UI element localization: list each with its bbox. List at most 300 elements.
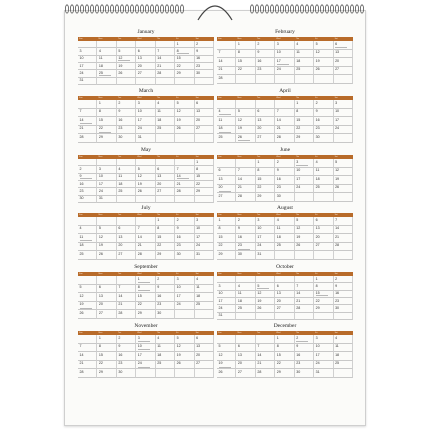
day-cell — [175, 217, 194, 226]
day-number: 31 — [98, 196, 103, 201]
day-cell — [117, 117, 136, 126]
day-cell — [217, 243, 236, 252]
day-number: 8 — [296, 109, 299, 114]
day-number: 12 — [296, 226, 301, 231]
day-cell — [195, 361, 214, 370]
day-cell — [117, 48, 136, 55]
day-number: 7 — [218, 50, 221, 55]
day-number: 29 — [196, 188, 201, 193]
day-number: 1 — [157, 217, 160, 222]
day-number: 2 — [79, 166, 82, 171]
day-number: 26 — [118, 70, 123, 75]
wire-loop — [85, 5, 88, 13]
day-number: 2 — [176, 217, 179, 222]
day-cell — [314, 109, 333, 118]
day-number: 1 — [98, 335, 101, 340]
day-cell — [156, 369, 175, 378]
day-cell — [136, 109, 155, 118]
day-cell — [275, 109, 294, 118]
day-number: 2 — [118, 100, 121, 105]
day-number: 5 — [98, 226, 101, 231]
day-number: 10 — [79, 56, 84, 61]
day-cell — [117, 217, 136, 226]
day-cell — [314, 100, 333, 109]
day-cell — [175, 335, 194, 344]
day-cell — [78, 276, 97, 285]
day-cell — [78, 48, 97, 55]
wire-loop — [115, 5, 118, 13]
day-cell — [78, 41, 97, 48]
day-number: 22 — [137, 302, 142, 307]
weekday-label: Wed — [276, 156, 281, 158]
day-number: 7 — [157, 48, 160, 53]
day-number: 21 — [137, 243, 142, 248]
day-cell — [236, 276, 255, 283]
day-cell — [256, 335, 275, 344]
day-cell — [117, 335, 136, 344]
day-cell — [275, 67, 294, 76]
day-number: 26 — [98, 251, 103, 256]
day-cell — [236, 41, 255, 50]
weekday-label: Tue — [256, 214, 261, 216]
day-cell — [236, 159, 255, 168]
day-number: 11 — [157, 109, 161, 114]
day-number: 27 — [118, 251, 123, 256]
weekday-label: Wed — [276, 214, 281, 216]
day-cell — [275, 193, 294, 202]
day-number: 25 — [98, 70, 103, 75]
weekday-label: Sun — [218, 156, 222, 158]
holiday-note — [99, 75, 111, 76]
day-number: 20 — [196, 352, 201, 357]
day-number: 29 — [257, 193, 262, 198]
day-cell — [256, 67, 275, 76]
day-cell — [195, 56, 214, 63]
day-cell — [217, 109, 236, 118]
day-cell — [295, 217, 314, 226]
weekday-label: Sun — [79, 97, 83, 99]
day-number: 20 — [237, 361, 242, 366]
day-cell — [78, 174, 97, 181]
day-cell — [195, 352, 214, 361]
day-number: 22 — [176, 63, 181, 68]
day-cell — [295, 193, 314, 202]
day-number: 22 — [257, 185, 262, 190]
day-number: 14 — [276, 117, 281, 122]
day-number: 26 — [176, 126, 181, 131]
day-number: 31 — [79, 78, 84, 83]
month-title: January — [137, 29, 155, 35]
holiday-note — [118, 60, 130, 61]
day-cell — [217, 305, 236, 312]
day-cell — [275, 243, 294, 252]
day-number: 20 — [118, 243, 123, 248]
day-number: 31 — [315, 369, 320, 374]
day-cell — [275, 217, 294, 226]
day-cell — [256, 217, 275, 226]
weekday-label: Sat — [334, 97, 338, 99]
day-number: 3 — [79, 48, 82, 53]
day-cell — [275, 226, 294, 235]
day-cell — [256, 168, 275, 177]
day-grid — [78, 217, 214, 260]
day-cell — [275, 126, 294, 135]
day-cell — [136, 234, 155, 243]
day-cell — [236, 291, 255, 298]
wire-loop — [335, 5, 338, 13]
day-cell — [97, 335, 116, 344]
day-number: 25 — [218, 134, 223, 139]
day-number: 29 — [218, 251, 223, 256]
day-cell — [97, 117, 116, 126]
day-number: 5 — [79, 285, 82, 290]
day-cell — [117, 310, 136, 319]
day-cell — [334, 58, 353, 67]
weekday-label: Fri — [176, 38, 179, 40]
day-cell — [195, 126, 214, 135]
day-number: 20 — [137, 63, 142, 68]
day-number: 22 — [237, 67, 242, 72]
day-number: 18 — [79, 243, 84, 248]
day-number: 6 — [237, 344, 240, 349]
day-cell — [275, 41, 294, 50]
day-cell — [156, 181, 175, 188]
day-cell — [236, 298, 255, 305]
day-cell — [256, 126, 275, 135]
day-number: 14 — [176, 174, 181, 179]
day-cell — [97, 310, 116, 319]
day-number: 7 — [335, 217, 338, 222]
day-number: 4 — [237, 283, 240, 288]
day-cell — [117, 78, 136, 85]
day-number: 19 — [79, 302, 84, 307]
wire-loop — [260, 5, 263, 13]
day-number: 11 — [118, 174, 123, 179]
day-cell — [295, 41, 314, 50]
day-cell — [78, 361, 97, 370]
day-cell — [217, 352, 236, 361]
weekday-label: Thu — [156, 332, 161, 334]
day-cell — [275, 313, 294, 320]
day-number: 18 — [335, 352, 340, 357]
day-number: 11 — [335, 344, 339, 349]
day-number: 13 — [196, 344, 201, 349]
day-cell — [175, 70, 194, 77]
day-number: 17 — [137, 117, 142, 122]
day-cell — [236, 283, 255, 290]
day-number: 13 — [257, 117, 262, 122]
day-number: 28 — [157, 70, 162, 75]
day-cell — [314, 75, 333, 84]
day-cell — [275, 352, 294, 361]
day-number: 19 — [315, 58, 320, 63]
day-cell — [256, 251, 275, 260]
day-cell — [217, 168, 236, 177]
day-number: 14 — [237, 176, 242, 181]
day-number: 28 — [79, 369, 84, 374]
day-cell — [275, 50, 294, 59]
day-cell — [295, 361, 314, 370]
day-number: 17 — [315, 352, 320, 357]
day-number: 23 — [118, 126, 123, 131]
day-cell — [156, 48, 175, 55]
day-number: 20 — [218, 185, 223, 190]
day-cell — [314, 369, 333, 378]
day-cell — [195, 63, 214, 70]
day-number: 6 — [118, 226, 121, 231]
day-cell — [156, 56, 175, 63]
day-cell — [295, 67, 314, 76]
day-cell — [175, 56, 194, 63]
weekday-label: Wed — [276, 38, 281, 40]
day-number: 9 — [315, 109, 318, 114]
day-cell — [217, 298, 236, 305]
day-cell — [295, 335, 314, 344]
day-cell — [334, 168, 353, 177]
day-number: 30 — [237, 251, 242, 256]
day-cell — [78, 196, 97, 203]
day-cell — [217, 313, 236, 320]
day-number: 9 — [276, 168, 279, 173]
day-number: 13 — [98, 293, 103, 298]
day-cell — [117, 70, 136, 77]
day-cell — [156, 63, 175, 70]
day-number: 26 — [296, 243, 301, 248]
wire-loop — [80, 5, 83, 13]
day-cell — [117, 226, 136, 235]
weekday-label: Thu — [295, 332, 300, 334]
day-grid — [217, 159, 353, 202]
day-number: 14 — [218, 58, 223, 63]
day-cell — [97, 63, 116, 70]
weekday-label: Wed — [137, 273, 142, 275]
day-number: 9 — [79, 174, 82, 179]
wire-loop — [275, 5, 278, 13]
day-cell — [156, 302, 175, 311]
day-number: 23 — [315, 126, 320, 131]
day-cell — [256, 185, 275, 194]
wire-loop — [150, 5, 153, 13]
day-number: 20 — [196, 117, 201, 122]
day-number: 3 — [257, 217, 260, 222]
day-cell — [275, 185, 294, 194]
day-cell — [136, 196, 155, 203]
day-cell — [295, 352, 314, 361]
hanger-hook — [196, 0, 234, 22]
day-cell — [195, 302, 214, 311]
day-cell — [78, 310, 97, 319]
day-number: 7 — [237, 168, 240, 173]
day-number: 7 — [79, 344, 82, 349]
day-cell — [217, 134, 236, 143]
day-cell — [78, 352, 97, 361]
weekday-label: Mon — [237, 214, 242, 216]
day-number: 6 — [315, 217, 318, 222]
day-cell — [256, 234, 275, 243]
day-cell — [78, 126, 97, 135]
day-cell — [236, 126, 255, 135]
day-number: 26 — [335, 185, 340, 190]
day-number: 21 — [218, 67, 223, 72]
day-cell — [334, 276, 353, 283]
day-cell — [97, 361, 116, 370]
day-cell — [156, 188, 175, 195]
weekday-label: Sat — [334, 214, 338, 216]
weekday-label: Mon — [98, 38, 103, 40]
day-number: 9 — [335, 283, 338, 288]
day-number: 16 — [196, 56, 201, 61]
weekday-label: Fri — [176, 97, 179, 99]
day-number: 21 — [296, 298, 301, 303]
day-cell — [195, 181, 214, 188]
day-number: 19 — [237, 126, 242, 131]
day-cell — [195, 78, 214, 85]
day-cell — [275, 251, 294, 260]
day-cell — [175, 285, 194, 294]
day-cell — [117, 134, 136, 143]
day-cell — [295, 283, 314, 290]
day-cell — [334, 251, 353, 260]
day-number: 5 — [218, 344, 221, 349]
day-cell — [117, 100, 136, 109]
day-cell — [136, 181, 155, 188]
month-title: August — [277, 205, 293, 211]
day-cell — [97, 48, 116, 55]
day-number: 15 — [276, 352, 281, 357]
day-number: 2 — [118, 335, 121, 340]
day-number: 4 — [218, 109, 221, 114]
day-number: 24 — [79, 70, 84, 75]
day-number: 8 — [176, 48, 179, 53]
weekday-label: Sun — [79, 214, 83, 216]
day-cell — [156, 100, 175, 109]
day-cell — [136, 63, 155, 70]
day-cell — [136, 117, 155, 126]
day-cell — [136, 285, 155, 294]
day-cell — [334, 313, 353, 320]
day-number: 30 — [118, 369, 123, 374]
wire-loop — [280, 5, 283, 13]
day-cell — [334, 217, 353, 226]
day-number: 25 — [296, 67, 301, 72]
day-number: 8 — [196, 166, 199, 171]
day-number: 10 — [137, 344, 142, 349]
day-cell — [78, 369, 97, 378]
day-number: 22 — [98, 126, 103, 131]
day-number: 26 — [237, 134, 242, 139]
weekday-label: Wed — [137, 38, 142, 40]
day-number: 12 — [335, 168, 340, 173]
day-number: 22 — [315, 298, 320, 303]
day-number: 21 — [79, 126, 84, 131]
day-cell — [156, 196, 175, 203]
holiday-note — [238, 140, 250, 141]
day-cell — [217, 185, 236, 194]
day-number: 27 — [315, 243, 320, 248]
weekday-label: Thu — [156, 156, 161, 158]
day-cell — [314, 361, 333, 370]
day-number: 14 — [335, 226, 340, 231]
day-number: 24 — [276, 67, 281, 72]
weekday-label: Thu — [156, 273, 161, 275]
day-cell — [334, 291, 353, 298]
day-cell — [217, 369, 236, 378]
day-number: 14 — [157, 56, 162, 61]
day-cell — [97, 126, 116, 135]
day-number: 28 — [176, 188, 181, 193]
day-number: 3 — [137, 100, 140, 105]
day-number: 25 — [157, 361, 162, 366]
day-cell — [236, 176, 255, 185]
day-cell — [136, 302, 155, 311]
day-cell — [136, 70, 155, 77]
weekday-label: Sat — [334, 156, 338, 158]
day-cell — [97, 344, 116, 353]
day-number: 23 — [257, 67, 262, 72]
day-cell — [217, 176, 236, 185]
day-cell — [117, 126, 136, 135]
day-number: 26 — [257, 305, 262, 310]
day-cell — [314, 276, 333, 283]
holiday-note — [238, 249, 250, 250]
day-cell — [78, 188, 97, 195]
day-number: 28 — [218, 75, 223, 80]
day-number: 27 — [257, 134, 262, 139]
day-grid — [78, 41, 214, 85]
day-cell — [97, 369, 116, 378]
weekday-label: Sun — [218, 38, 222, 40]
wire-loop — [110, 5, 113, 13]
day-cell — [275, 305, 294, 312]
day-number: 30 — [176, 251, 181, 256]
day-number: 19 — [176, 352, 181, 357]
day-number: 20 — [335, 58, 340, 63]
day-number: 2 — [315, 100, 318, 105]
day-number: 2 — [335, 276, 338, 281]
day-number: 15 — [257, 176, 262, 181]
day-number: 14 — [79, 352, 84, 357]
day-number: 22 — [276, 361, 281, 366]
day-cell — [295, 234, 314, 243]
day-cell — [195, 285, 214, 294]
day-cell — [295, 226, 314, 235]
day-cell — [256, 369, 275, 378]
day-cell — [156, 234, 175, 243]
day-cell — [156, 285, 175, 294]
weekday-label: Sun — [79, 332, 83, 334]
day-cell — [78, 344, 97, 353]
weekday-label: Fri — [315, 38, 318, 40]
wire-loop — [305, 5, 308, 13]
day-number: 19 — [176, 117, 181, 122]
day-cell — [217, 276, 236, 283]
wire-loop — [170, 5, 173, 13]
day-number: 16 — [79, 181, 84, 186]
day-cell — [275, 176, 294, 185]
day-cell — [136, 56, 155, 63]
day-cell — [97, 181, 116, 188]
day-cell — [295, 50, 314, 59]
weekday-label: Tue — [117, 38, 122, 40]
day-number: 1 — [237, 41, 240, 46]
wire-loop — [65, 5, 68, 13]
day-number: 3 — [218, 283, 221, 288]
day-number: 19 — [335, 176, 340, 181]
day-number: 14 — [296, 291, 301, 296]
day-cell — [314, 313, 333, 320]
day-cell — [256, 58, 275, 67]
day-cell — [314, 344, 333, 353]
